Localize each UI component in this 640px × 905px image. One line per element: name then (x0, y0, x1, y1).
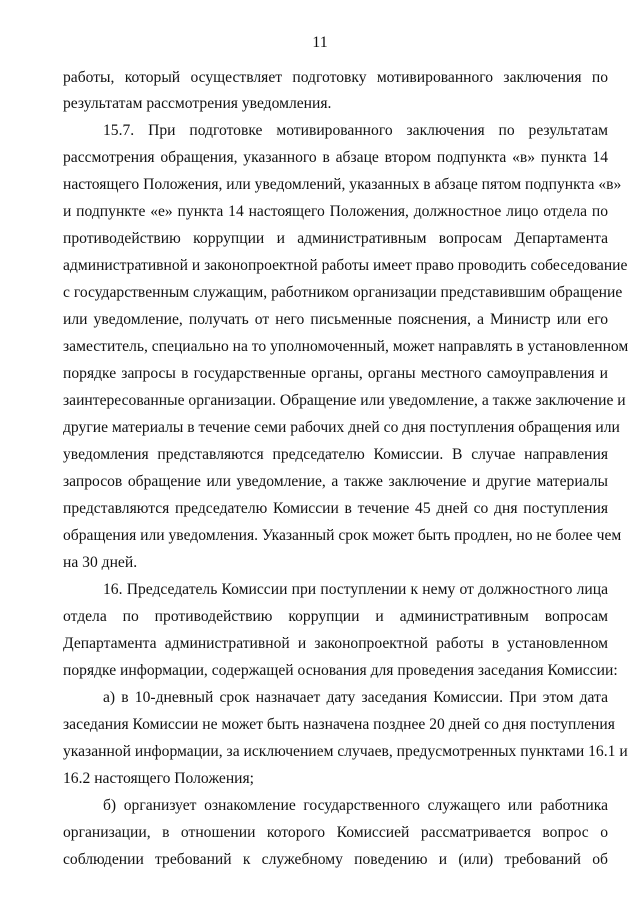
text-line: другие материалы в течение семи рабочих дней со дня поступления обращения или (63, 419, 620, 436)
text-line: рассмотрения обращения, указанного в абзаце втором подпункта «в» пункта 14 (63, 149, 608, 166)
text-line: 15.7. При подготовке мотивированного заключения по результатам (103, 122, 608, 139)
text-line: порядке информации, содержащей основания для проведения заседания Комиссии: (63, 662, 618, 679)
text-line: организации, в отношении которого Комиссией рассматривается вопрос о (63, 824, 608, 841)
text-line: запросов обращение или уведомление, а также заключение и другие материалы (63, 473, 608, 490)
text-line: соблюдении требований к служебному поведению и (или) требований об (63, 851, 608, 868)
text-line: б) организует ознакомление государственного служащего или работника (103, 797, 608, 814)
text-line: заместитель, специально на то уполномоченный, может направлять в установленном (63, 338, 629, 355)
text-line: заседания Комиссии не может быть назначена позднее 20 дней со дня поступления (63, 716, 615, 733)
text-line: 16. Председатель Комиссии при поступлении к нему от должностного лица (103, 581, 608, 598)
text-line: обращения или уведомления. Указанный срок может быть продлен, но не более чем (63, 527, 622, 544)
text-line: 16.2 настоящего Положения; (63, 770, 255, 787)
text-line: представляются председателю Комиссии в течение 45 дней со дня поступления (63, 500, 608, 517)
text-line: отдела по противодействию коррупции и административным вопросам (63, 608, 608, 625)
text-line: настоящего Положения, или уведомлений, указанных в абзаце пятом подпункта «в» (63, 176, 622, 193)
text-line: заинтересованные организации. Обращение или уведомление, а также заключение и (63, 392, 626, 409)
text-line: или уведомление, получать от него письменные пояснения, а Министр или его (63, 311, 608, 328)
text-line: противодействию коррупции и административным вопросам Департамента (63, 230, 608, 247)
page-number: 11 (312, 34, 328, 51)
text-line: и подпункте «е» пункта 14 настоящего Положения, должностное лицо отдела по (63, 203, 608, 220)
text-line: Департамента административной и законопроектной работы в установленном (63, 635, 608, 652)
text-line: порядке запросы в государственные органы, органы местного самоуправления и (63, 365, 608, 382)
text-line: результатам рассмотрения уведомления. (63, 95, 332, 112)
text-line: административной и законопроектной работы имеет право проводить собеседование (63, 257, 628, 274)
text-line: уведомления представляются председателю Комиссии. В случае направления (63, 446, 608, 463)
text-line: с государственным служащим, работником организации представившим обращение (63, 284, 623, 301)
text-line: а) в 10-дневный срок назначает дату заседания Комиссии. При этом дата (103, 689, 608, 706)
text-line: на 30 дней. (63, 554, 138, 571)
text-line: указанной информации, за исключением случаев, предусмотренных пунктами 16.1 и (63, 743, 628, 760)
text-line: работы, который осуществляет подготовку мотивированного заключения по (63, 69, 608, 86)
